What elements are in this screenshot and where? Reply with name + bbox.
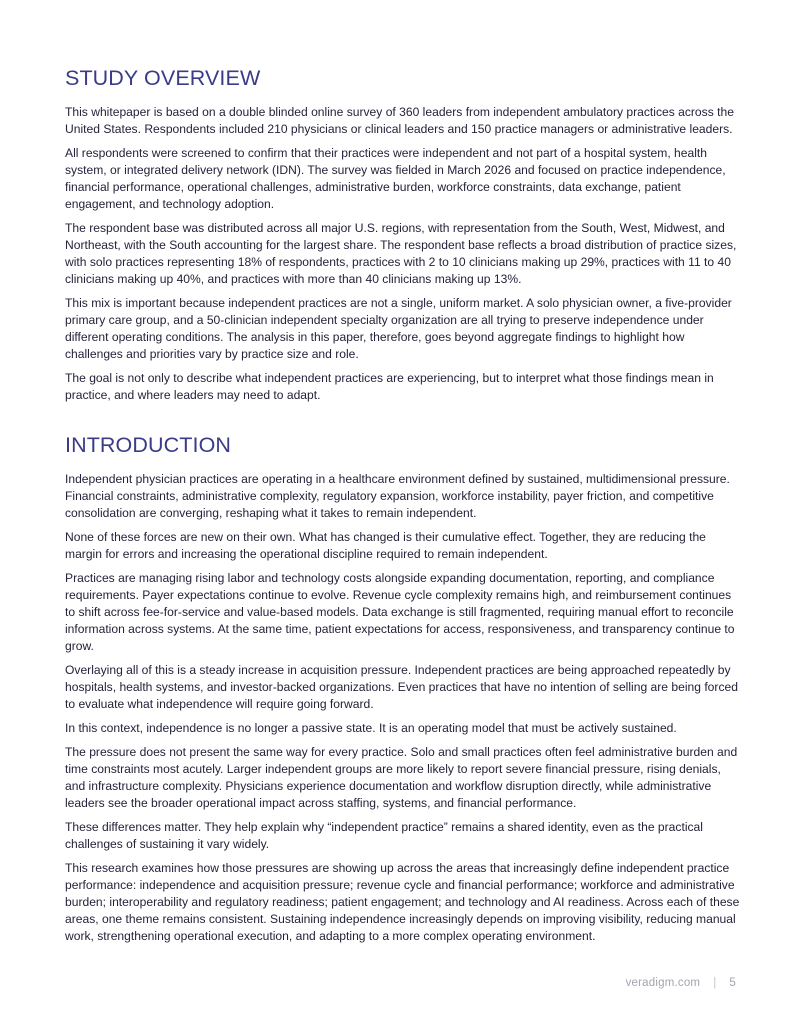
page-number: 5 (729, 977, 736, 989)
introduction-paragraph-1: Independent physician practices are operating in a healthcare environment defined by sustained, multidimensional pressure. Financial constraints, administrative complexity, regulatory expansion, workforce instability, payer friction, and competitive consolidation are converging, reshaping what it takes to remain independent. (65, 472, 730, 520)
introduction-paragraph-7: These differences matter. They help explain why “independent practice” remains a shared identity, even as the practical challenges of sustaining it vary widely. (65, 820, 703, 851)
study-overview-paragraph-5: The goal is not only to describe what independent practices are experiencing, but to interpret what those findings mean in practice, and where leaders may need to adapt. (65, 371, 714, 402)
introduction-section (65, 430, 740, 945)
introduction-paragraph-6: The pressure does not present the same way for every practice. Solo and small practices often feel administrative burden and time constraints most acutely. Larger independent groups are more likely to report severe financial pressure, rising denials, and infrastructure complexity. Physicians experience documentation and workflow disruption directly, while administrative leaders see the broader operational impact across staffing, systems, and financial performance. (65, 745, 738, 810)
study-overview-paragraph-3: The respondent base was distributed across all major U.S. regions, with representation from the South, West, Midwest, and Northeast, with the South accounting for the largest share. The respondent base reflects a broad distribution of practice sizes, with solo practices representing 18% of respondents, practices with 2 to 10 clinicians making up 29%, practices with 11 to 40 clinicians making up 40%, and practices with more than 40 clinicians making up 13%. (65, 221, 737, 286)
introduction-paragraph-8: This research examines how those pressures are showing up across the areas that increasingly define independent practice performance: independence and acquisition pressure; revenue cycle and financial performance; workforce and administrative burden; interoperability and regulatory readiness; patient engagement; and technology and AI readiness. Across each of these areas, one theme remains consistent. Sustaining independence increasingly depends on improving visibility, reducing manual work, strengthening operational execution, and adapting to a more complex operating environment. (65, 861, 740, 943)
introduction-paragraph-3: Practices are managing rising labor and technology costs alongside expanding documentation, reporting, and compliance requirements. Payer expectations continue to evolve. Revenue cycle complexity remains high, and reimbursement continues to shift across fee-for-service and value-based models. Data exchange is still fragmented, requiring manual effort to reconcile information across systems. At the same time, patient expectations for access, responsiveness, and transparency continue to grow. (65, 571, 735, 653)
introduction-paragraph-2: None of these forces are new on their own. What has changed is their cumulative effect. Together, they are reducing the margin for errors and increasing the operational discipline required to remain independent. (65, 530, 706, 561)
footer-separator: | (713, 977, 717, 989)
introduction-paragraph-5: In this context, independence is no longer a passive state. It is an operating model that must be actively sustained. (65, 721, 677, 735)
introduction-paragraph-4: Overlaying all of this is a steady increase in acquisition pressure. Independent practices are being approached repeatedly by hospitals, health systems, and investor-backed organizations. Even practices that have no intention of selling are being forced to evaluate what independence will require going forward. (65, 663, 738, 711)
page-content (65, 63, 740, 952)
study-overview-paragraph-1: This whitepaper is based on a double blinded online survey of 360 leaders from independent ambulatory practices across the United States. Respondents included 210 physicians or clinical leaders and 150 practice managers or administrative leaders. (65, 105, 734, 136)
introduction-heading: INTRODUCTION (65, 433, 232, 457)
study-overview-section (65, 63, 740, 404)
page-footer (626, 977, 736, 989)
study-overview-heading: STUDY OVERVIEW (65, 66, 261, 90)
study-overview-paragraph-2: All respondents were screened to confirm that their practices were independent and not part of a hospital system, health system, or integrated delivery network (IDN). The survey was fielded in March 2026 and focused on practice independence, financial performance, operational challenges, administrative burden, workforce constraints, data exchange, patient engagement, and technology adoption. (65, 146, 726, 211)
study-overview-paragraph-4: This mix is important because independent practices are not a single, uniform market. A solo physician owner, a five-provider primary care group, and a 50-clinician independent specialty organization are all trying to preserve independence under different operating conditions. The analysis in this paper, therefore, goes beyond aggregate findings to highlight how challenges and priorities vary by practice size and role. (65, 296, 732, 361)
footer-site-link[interactable]: veradigm.com (625, 977, 701, 989)
